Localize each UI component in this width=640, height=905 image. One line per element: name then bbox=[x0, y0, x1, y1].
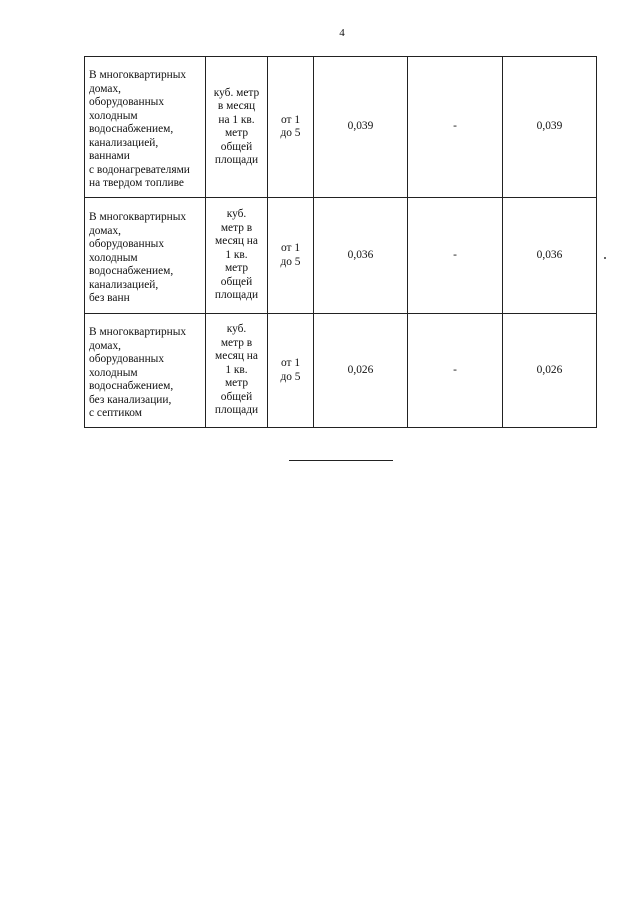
tariff-table bbox=[84, 56, 597, 428]
norm-total-cell: 0,036 bbox=[503, 198, 597, 314]
norm-value-cell: - bbox=[408, 314, 503, 428]
unit-cell: куб. метр в месяц на 1 кв. метр общей площади bbox=[206, 198, 268, 314]
norm-value-cell: - bbox=[408, 198, 503, 314]
housing-type-cell: В многоквартирных домах, оборудованных холодным водоснабжением, канализацией, без ванн bbox=[85, 198, 206, 314]
norm-value-cell: 0,026 bbox=[314, 314, 408, 428]
housing-type-cell: В многоквартирных домах, оборудованных холодным водоснабжением, без канализации, с септиком bbox=[85, 314, 206, 428]
persons-range-cell: от 1 до 5 bbox=[268, 57, 314, 198]
table-row bbox=[85, 314, 597, 428]
housing-type-cell: В многоквартирных домах, оборудованных холодным водоснабжением, канализацией, ваннами с водонагревателями на твердом топливе bbox=[85, 57, 206, 198]
end-of-document-rule bbox=[289, 460, 393, 461]
table-row bbox=[85, 57, 597, 198]
page-number: 4 bbox=[339, 27, 345, 39]
unit-cell: куб. метр в месяц на 1 кв. метр общей площади bbox=[206, 314, 268, 428]
norm-value-cell: - bbox=[408, 57, 503, 198]
norm-total-cell: 0,039 bbox=[503, 57, 597, 198]
norm-value-cell: 0,036 bbox=[314, 198, 408, 314]
scan-speck bbox=[604, 257, 606, 259]
norm-value-cell: 0,039 bbox=[314, 57, 408, 198]
persons-range-cell: от 1 до 5 bbox=[268, 198, 314, 314]
norm-total-cell: 0,026 bbox=[503, 314, 597, 428]
table-row bbox=[85, 198, 597, 314]
unit-cell: куб. метр в месяц на 1 кв. метр общей площади bbox=[206, 57, 268, 198]
persons-range-cell: от 1 до 5 bbox=[268, 314, 314, 428]
